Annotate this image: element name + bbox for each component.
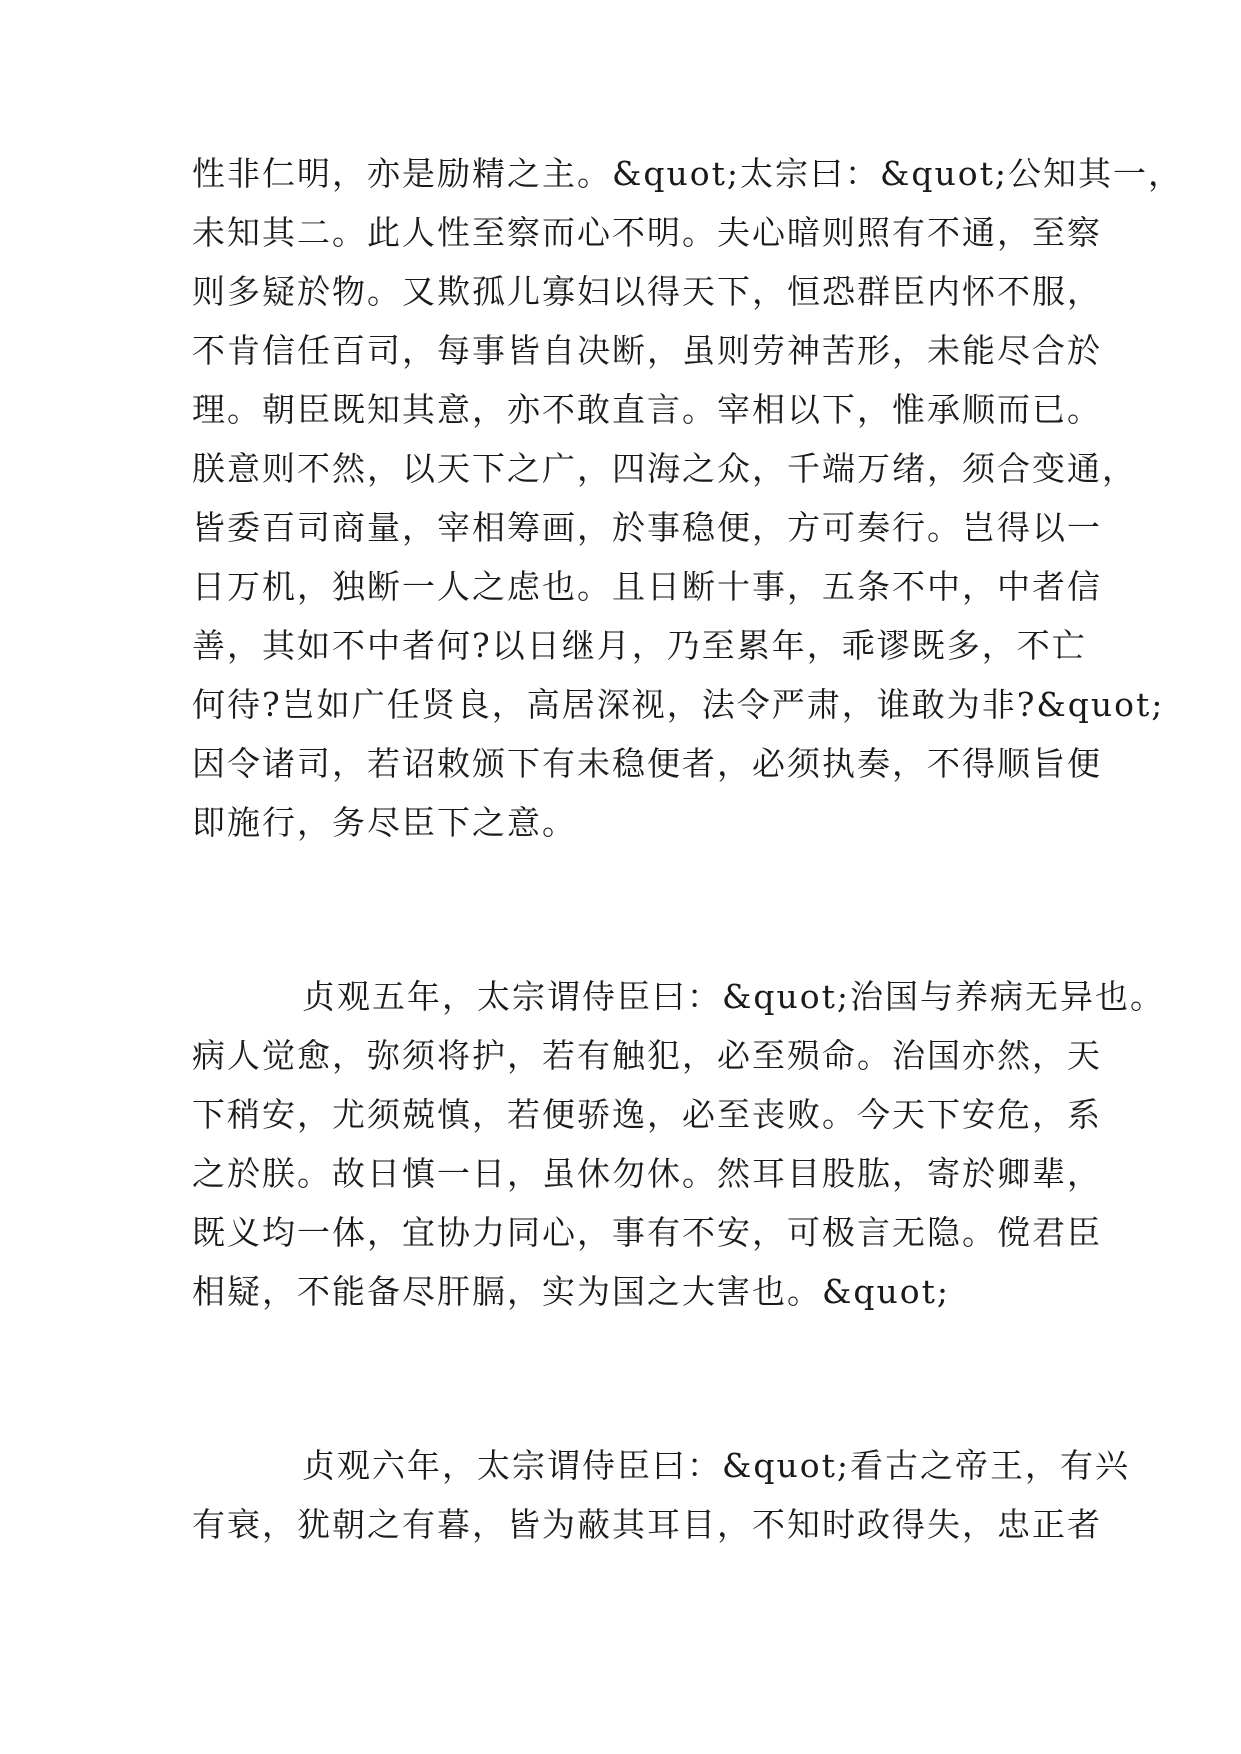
paragraph-2-line-5: 既义均一体，宜协力同心，事有不安，可极言无隐。傥君臣	[192, 1213, 1102, 1252]
paragraph-1-line-4: 不肯信任百司，每事皆自决断，虽则劳神苦形，未能尽合於	[192, 331, 1102, 370]
paragraph-1-line-3: 则多疑於物。又欺孤儿寡妇以得天下，恒恐群臣内怀不服，	[192, 272, 1102, 311]
paragraph-1-line-5: 理。朝臣既知其意，亦不敢直言。宰相以下，惟承顺而已。	[192, 390, 1102, 429]
paragraph-1-line-9: 善，其如不中者何?以日继月，乃至累年，乖谬既多，不亡	[192, 626, 1087, 665]
paragraph-1-line-12: 即施行，务尽臣下之意。	[192, 803, 577, 842]
paragraph-1-line-6: 朕意则不然，以天下之广，四海之众，千端万绪，须合变通，	[192, 449, 1137, 488]
paragraph-1-line-2: 未知其二。此人性至察而心不明。夫心暗则照有不通，至察	[192, 213, 1102, 252]
paragraph-2-line-4: 之於朕。故日慎一日，虽休勿休。然耳目股肱，寄於卿辈，	[192, 1154, 1102, 1193]
paragraph-1-line-1: 性非仁明，亦是励精之主。&quot;太宗曰：&quot;公知其一，	[192, 154, 1183, 193]
paragraph-3-line-2: 有衰，犹朝之有暮，皆为蔽其耳目，不知时政得失，忠正者	[192, 1505, 1102, 1544]
paragraph-2-line-6: 相疑，不能备尽肝膈，实为国之大害也。&quot;	[192, 1272, 950, 1311]
paragraph-1-line-10: 何待?岂如广任贤良，高居深视，法令严肃，谁敢为非?&quot;	[192, 685, 1165, 724]
paragraph-3-line-1: 贞观六年，太宗谓侍臣曰：&quot;看古之帝王，有兴	[302, 1446, 1130, 1485]
paragraph-2-line-2: 病人觉愈，弥须将护，若有触犯，必至殒命。治国亦然，天	[192, 1036, 1102, 1075]
paragraph-2-line-1: 贞观五年，太宗谓侍臣曰：&quot;治国与养病无异也。	[302, 977, 1165, 1016]
paragraph-1-line-7: 皆委百司商量，宰相筹画，於事稳便，方可奏行。岂得以一	[192, 508, 1102, 547]
paragraph-1-line-8: 日万机，独断一人之虑也。且日断十事，五条不中，中者信	[192, 567, 1102, 606]
paragraph-2-line-3: 下稍安，尤须兢慎，若便骄逸，必至丧败。今天下安危，系	[192, 1095, 1102, 1134]
paragraph-1-line-11: 因令诸司，若诏敕颁下有未稳便者，必须执奏，不得顺旨便	[192, 744, 1102, 783]
